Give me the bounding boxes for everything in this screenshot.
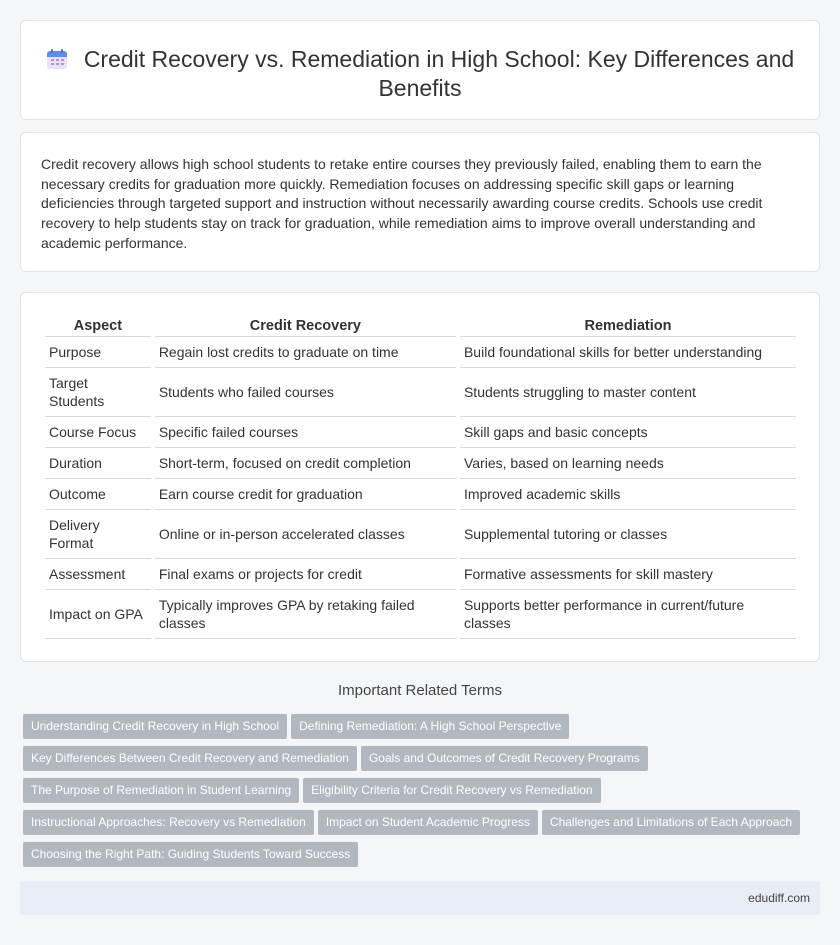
intro-paragraph: Credit recovery allows high school students to retake entire courses they previously failed, enabling them to earn the necessary credits for graduation more quickly. Remediation focuses on addressing specific skill gaps or learning deficiencies through targeted support and instruction without necessarily awarding course credits. Schools use credit recovery to help students stay on track for graduation, while remediation aims to improve overall understanding and academic performance.: [41, 156, 763, 251]
table-row: [45, 417, 796, 448]
footer: [20, 881, 820, 915]
credit-recovery-cell: Earn course credit for graduation: [155, 479, 456, 510]
aspect-cell: Duration: [45, 448, 151, 479]
table-row: [45, 337, 796, 368]
credit-recovery-cell: Students who failed courses: [155, 368, 456, 417]
remediation-cell: Varies, based on learning needs: [460, 448, 796, 479]
table-row: [45, 590, 796, 639]
remediation-cell: Students struggling to master content: [460, 368, 796, 417]
aspect-cell: Assessment: [45, 559, 151, 590]
credit-recovery-cell: Online or in-person accelerated classes: [155, 510, 456, 559]
page-title: Credit Recovery vs. Remediation in High School: Key Differences and Benefits: [83, 46, 795, 101]
related-term-tag[interactable]: Goals and Outcomes of Credit Recovery Programs: [361, 746, 648, 771]
aspect-cell: Delivery Format: [45, 510, 151, 559]
table-row: [45, 479, 796, 510]
remediation-cell: Skill gaps and basic concepts: [460, 417, 796, 448]
aspect-cell: Impact on GPA: [45, 590, 151, 639]
intro-card: [20, 132, 820, 272]
related-term-tag[interactable]: Defining Remediation: A High School Perspective: [291, 714, 569, 739]
remediation-cell: Build foundational skills for better understanding: [460, 337, 796, 368]
credit-recovery-cell: Final exams or projects for credit: [155, 559, 456, 590]
related-term-tag[interactable]: Choosing the Right Path: Guiding Students Toward Success: [23, 842, 358, 867]
aspect-cell: Outcome: [45, 479, 151, 510]
related-term-tag[interactable]: Understanding Credit Recovery in High School: [23, 714, 287, 739]
title-card: [20, 20, 820, 120]
related-term-tag[interactable]: The Purpose of Remediation in Student Learning: [23, 778, 299, 803]
comparison-table: [41, 315, 800, 639]
credit-recovery-cell: Regain lost credits to graduate on time: [155, 337, 456, 368]
remediation-cell: Supports better performance in current/future classes: [460, 590, 796, 639]
table-row: [45, 368, 796, 417]
table-row: [45, 559, 796, 590]
related-term-tag[interactable]: Challenges and Limitations of Each Approach: [542, 810, 800, 835]
remediation-cell: Formative assessments for skill mastery: [460, 559, 796, 590]
calendar-icon: [46, 48, 68, 70]
related-term-tag[interactable]: Key Differences Between Credit Recovery and Remediation: [23, 746, 357, 771]
table-header-row: [45, 315, 796, 337]
header-aspect: Aspect: [45, 315, 151, 337]
table-row: [45, 448, 796, 479]
header-remediation: Remediation: [460, 315, 796, 337]
header-credit-recovery: Credit Recovery: [155, 315, 456, 337]
comparison-card: [20, 292, 820, 662]
related-term-tag[interactable]: Impact on Student Academic Progress: [318, 810, 538, 835]
related-term-tag[interactable]: Eligibility Criteria for Credit Recovery vs Remediation: [303, 778, 600, 803]
related-terms-list: [23, 714, 823, 874]
credit-recovery-cell: Specific failed courses: [155, 417, 456, 448]
credit-recovery-cell: Typically improves GPA by retaking failed classes: [155, 590, 456, 639]
remediation-cell: Supplemental tutoring or classes: [460, 510, 796, 559]
footer-site-link[interactable]: edudiff.com: [748, 891, 810, 905]
credit-recovery-cell: Short-term, focused on credit completion: [155, 448, 456, 479]
aspect-cell: Course Focus: [45, 417, 151, 448]
aspect-cell: Purpose: [45, 337, 151, 368]
remediation-cell: Improved academic skills: [460, 479, 796, 510]
table-row: [45, 510, 796, 559]
aspect-cell: Target Students: [45, 368, 151, 417]
related-term-tag[interactable]: Instructional Approaches: Recovery vs Remediation: [23, 810, 314, 835]
related-terms-heading: Important Related Terms: [338, 682, 502, 699]
